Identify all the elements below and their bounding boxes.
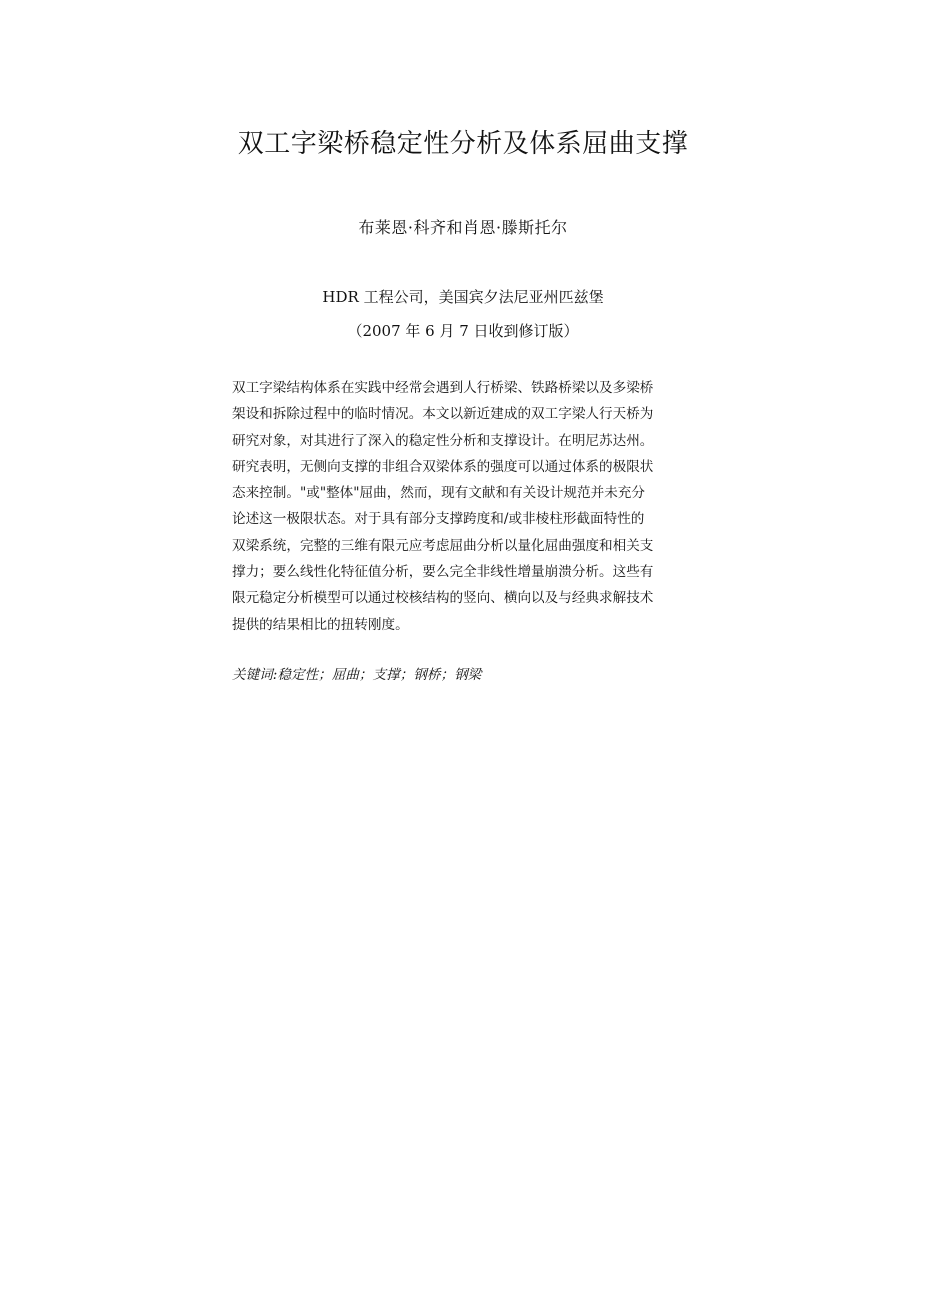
abstract-line: 研究表明，无侧向支撑的非组合双梁体系的强度可以通过体系的极限状 bbox=[232, 458, 654, 475]
author-list: 布莱恩·科齐和肖恩·滕斯托尔 bbox=[358, 218, 568, 237]
abstract-line: 提供的结果相比的扭转刚度。 bbox=[232, 616, 409, 633]
affiliation: HDR 工程公司，美国宾夕法尼亚州匹兹堡 bbox=[322, 288, 604, 306]
abstract-line: 限元稳定分析模型可以通过校核结构的竖向、横向以及与经典求解技术 bbox=[232, 590, 654, 607]
paper-title: 双工字梁桥稳定性分析及体系屈曲支撑 bbox=[237, 129, 689, 159]
abstract-line: 双梁系统，完整的三维有限元应考虑屈曲分析以量化屈曲强度和相关支 bbox=[232, 537, 654, 554]
abstract-line: 研究对象，对其进行了深入的稳定性分析和支撑设计。在明尼苏达州。 bbox=[232, 432, 654, 449]
received-date: （2007 年 6 月 7 日收到修订版） bbox=[347, 322, 579, 340]
keywords: 关键词:稳定性；屈曲；支撑；钢桥；钢梁 bbox=[232, 667, 482, 683]
abstract-line: 态来控制。"或"整体"屈曲，然而，现有文献和有关设计规范并未充分 bbox=[232, 485, 645, 502]
abstract-line: 论述这一极限状态。对于具有部分支撑跨度和/或非棱柱形截面特性的 bbox=[232, 511, 645, 528]
abstract bbox=[232, 375, 708, 638]
abstract-line: 双工字梁结构体系在实践中经常会遇到人行桥梁、铁路桥梁以及多梁桥 bbox=[232, 380, 654, 396]
abstract-line: 撑力；要么线性化特征值分析，要么完全非线性增量崩溃分析。这些有 bbox=[232, 564, 654, 581]
abstract-line: 架设和拆除过程中的临时情况。本文以新近建成的双工字梁人行天桥为 bbox=[232, 406, 654, 423]
